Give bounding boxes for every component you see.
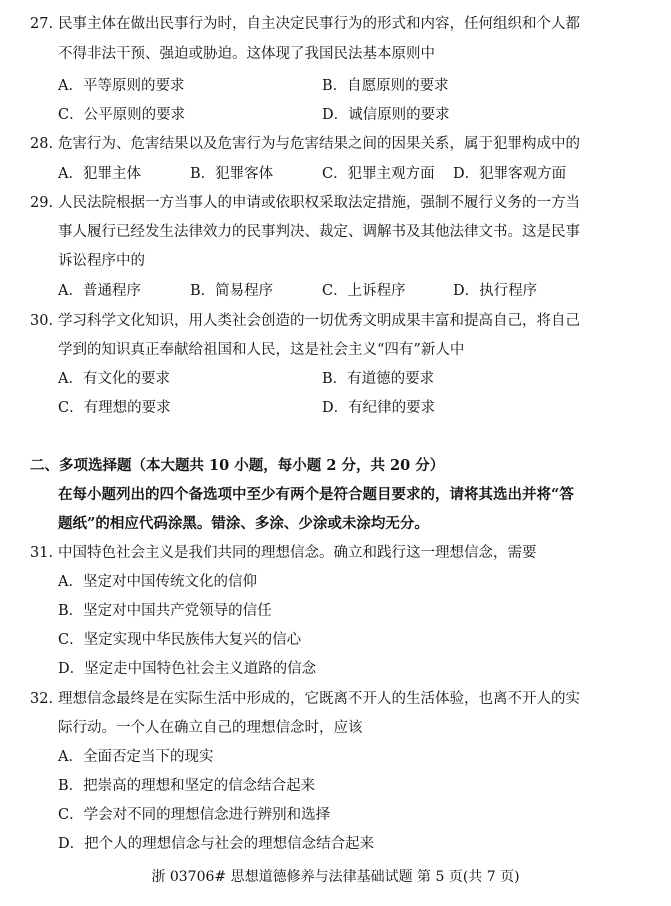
option-b: B．有道德的要求: [322, 371, 435, 387]
question-text: 中国特色社会主义是我们共同的理想信念。确立和践行这一理想信念，需要: [58, 545, 537, 561]
question-text: 学到的知识真正奉献给祖国和人民，这是社会主义“四有”新人中: [58, 342, 465, 358]
section-instruction: 在每小题列出的四个备选项中至少有两个是符合题目要求的，请将其选出并将“答: [58, 486, 574, 503]
question-number: 27.: [30, 16, 54, 32]
question-text: 学习科学文化知识，用人类社会创造的一切优秀文明成果丰富和提高自己，将自己: [58, 313, 580, 329]
option-b: B．自愿原则的要求: [322, 78, 449, 94]
question-number: 32.: [30, 691, 54, 707]
option-c: C．公平原则的要求: [58, 107, 186, 123]
option-a: A．平等原则的要求: [58, 78, 185, 94]
question-text: 理想信念最终是在实际生活中形成的，它既离不开人的生活体验，也离不开人的实: [58, 691, 580, 707]
option-d: D．有纪律的要求: [322, 400, 436, 416]
option-d: D．把个人的理想信念与社会的理想信念结合起来: [58, 836, 375, 852]
question-text: 民事主体在做出民事行为时，自主决定民事行为的形式和内容，任何组织和个人都: [58, 16, 580, 32]
option-d: D．执行程序: [453, 283, 538, 299]
option-c: C．犯罪主观方面: [322, 166, 435, 182]
question-number: 28.: [30, 136, 54, 152]
question-text: 诉讼程序中的: [58, 253, 145, 269]
question-text: 危害行为、危害结果以及危害行为与危害结果之间的因果关系，属于犯罪构成中的: [58, 136, 580, 152]
option-a: A．有文化的要求: [58, 371, 170, 387]
question-number: 29.: [30, 195, 54, 211]
option-a: A．全面否定当下的现实: [58, 749, 214, 765]
option-c: C．有理想的要求: [58, 400, 171, 416]
option-d: D．诚信原则的要求: [322, 107, 450, 123]
option-d: D．犯罪客观方面: [453, 166, 567, 182]
section-heading: 二、多项选择题（本大题共 10 小题，每小题 2 分，共 20 分）: [30, 457, 445, 474]
page-footer: 浙 03706# 思想道德修养与法律基础试题 第 5 页(共 7 页): [151, 869, 520, 885]
option-a: A．坚定对中国传统文化的信仰: [58, 574, 257, 590]
option-c: C．坚定实现中华民族伟大复兴的信心: [58, 632, 302, 648]
option-a: A．普通程序: [58, 283, 141, 299]
option-d: D．坚定走中国特色社会主义道路的信念: [58, 661, 317, 677]
option-c: C．上诉程序: [322, 283, 406, 299]
option-b: B．犯罪客体: [190, 166, 274, 182]
option-b: B．简易程序: [190, 283, 274, 299]
question-text: 际行动。一个人在确立自己的理想信念时，应该: [58, 720, 363, 736]
question-text: 事人履行已经发生法律效力的民事判决、裁定、调解书及其他法律文书。这是民事: [58, 224, 580, 240]
question-text: 不得非法干预、强迫或胁迫。这体现了我国民法基本原则中: [58, 46, 435, 62]
question-number: 31.: [30, 545, 54, 561]
option-b: B．坚定对中国共产党领导的信任: [58, 603, 272, 619]
section-instruction: 题纸”的相应代码涂黑。错涂、多涂、少涂或未涂均无分。: [58, 515, 429, 532]
option-b: B．把崇高的理想和坚定的信念结合起来: [58, 778, 316, 794]
option-c: C．学会对不同的理想信念进行辨别和选择: [58, 807, 331, 823]
option-a: A．犯罪主体: [58, 166, 141, 182]
question-number: 30.: [30, 313, 54, 329]
question-text: 人民法院根据一方当事人的申请或依职权采取法定措施，强制不履行义务的一方当: [58, 195, 580, 211]
